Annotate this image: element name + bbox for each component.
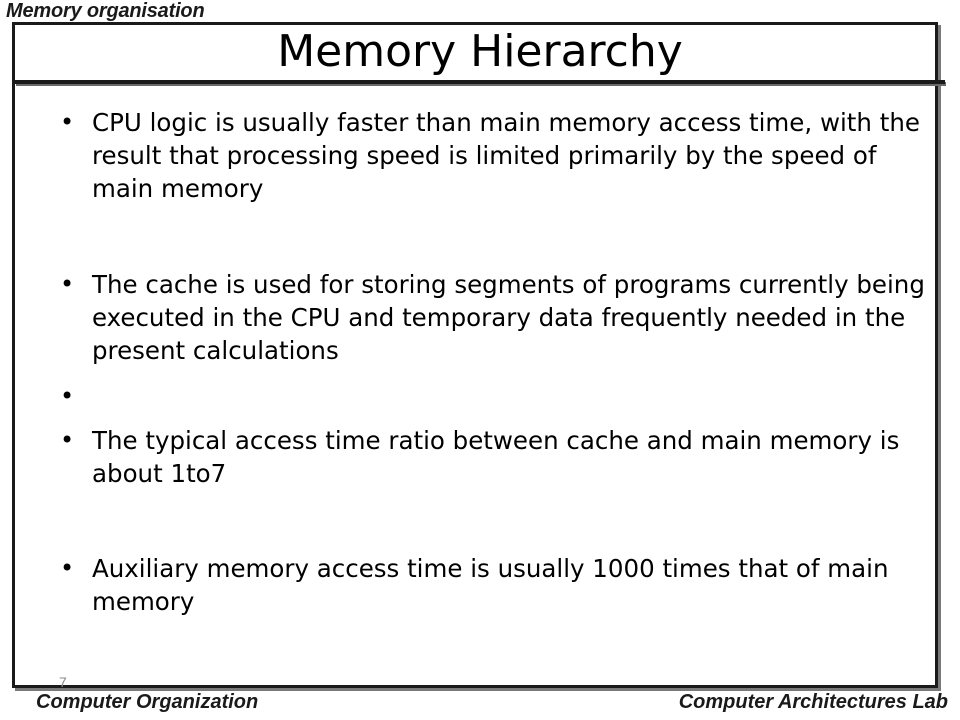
bullet-dot-icon: •: [60, 426, 75, 454]
bullet-text: Auxiliary memory access time is usually 1000 times that of main memory: [92, 554, 889, 616]
bullet-text: CPU logic is usually faster than main memory access time, with the result that processing speed is limited primarily by the speed of main memory: [92, 108, 920, 203]
bullet-dot-icon: •: [60, 382, 75, 410]
header-label: Memory organisation: [6, 0, 205, 22]
slide-title: Memory Hierarchy: [277, 26, 683, 77]
page-number: 7: [59, 674, 67, 690]
bullet-text: The cache is used for storing segments of programs currently being executed in the CPU and temporary data frequently needed in the present calculations: [92, 270, 925, 365]
footer-right-label: Computer Architectures Lab: [678, 691, 948, 713]
bullet-text: The typical access time ratio between cache and main memory is about 1to7: [92, 426, 900, 488]
bullet-item: [60, 268, 932, 367]
footer-left-label: Computer Organization: [36, 691, 259, 713]
bullet-dot-icon: •: [60, 270, 75, 298]
bullet-item: [60, 424, 932, 490]
bullet-item: [60, 106, 932, 205]
bullet-item: [60, 552, 932, 618]
bullet-dot-icon: •: [60, 108, 75, 136]
bullet-dot-icon: •: [60, 554, 75, 582]
